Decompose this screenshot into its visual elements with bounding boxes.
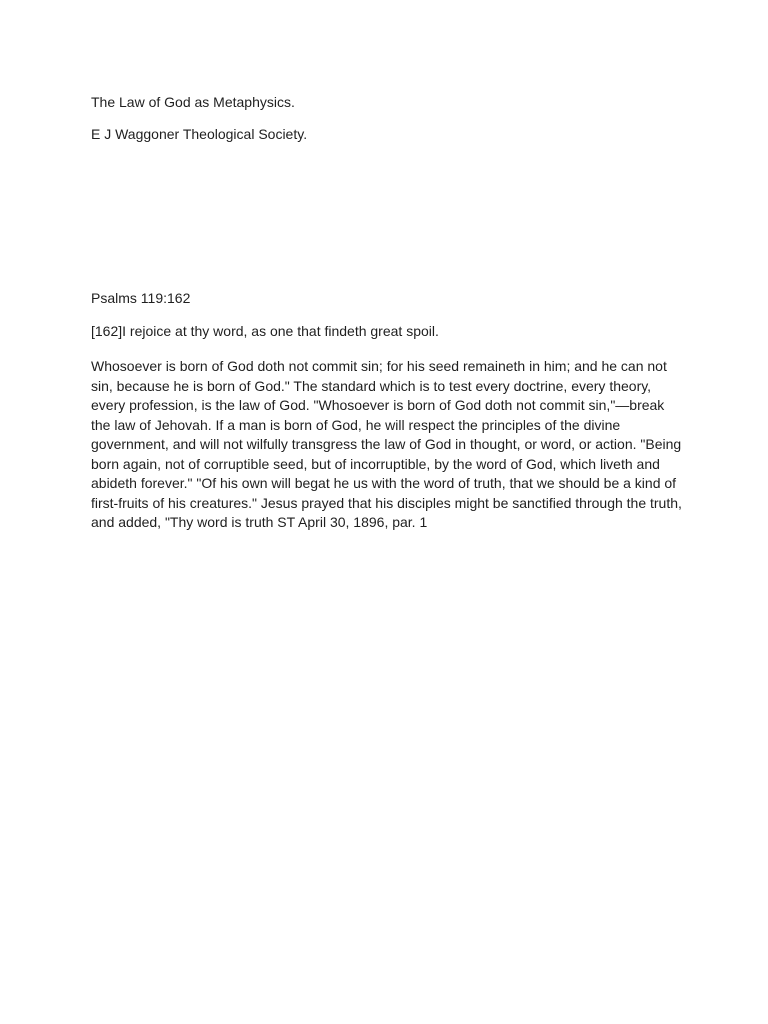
document-title: The Law of God as Metaphysics. bbox=[91, 94, 295, 110]
document-subtitle: E J Waggoner Theological Society. bbox=[91, 126, 308, 142]
commentary-paragraph: Whosoever is born of God doth not commit sin; for his seed remaineth in him; and he can not sin, because he is born of God." The standard which is to test every doctrine, every theory, every profession, is the law of God. "Whosoever is born of God doth not commit sin,"—break the law of Jehovah. If a man is born of God, he will respect the principles of the divine government, and will not wilfully transgress the law of God in thought, or word, or action. "Being born again, not of corruptible seed, but of incorruptible, by the word of God, which liveth and abideth forever." "Of his own will begat he us with the word of truth, that we should be a kind of first-fruits of his creatures." Jesus prayed that his disciples might be sanctified through the truth, and added, "Thy word is truth ST April 30, 1896, par. 1 bbox=[91, 358, 682, 530]
scripture-reference: Psalms 119:162 bbox=[91, 290, 191, 306]
scripture-verse: [162]I rejoice at thy word, as one that findeth great spoil. bbox=[91, 323, 439, 339]
